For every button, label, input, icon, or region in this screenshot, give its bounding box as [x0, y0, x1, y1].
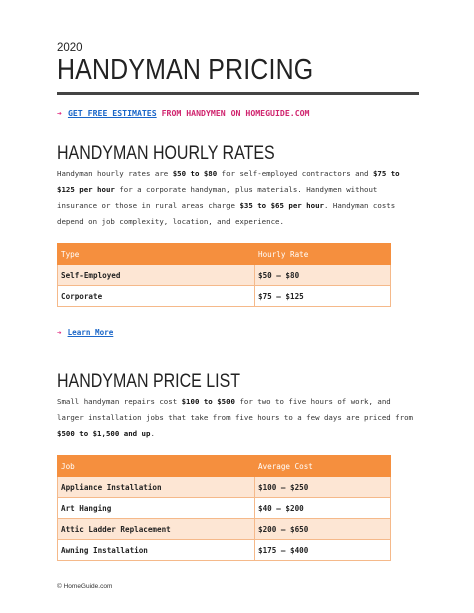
table-row	[58, 498, 391, 519]
hourly-rates-table	[57, 243, 391, 307]
get-estimates-link[interactable]: GET FREE ESTIMATES	[67, 108, 157, 118]
price-list-table	[57, 455, 391, 561]
hourly-rates-heading: HANDYMAN HOURLY RATES	[57, 142, 275, 164]
table-header-row	[58, 456, 391, 477]
column-header: Job	[58, 456, 255, 477]
table-cell: $75 – $125	[255, 286, 391, 307]
column-header: Type	[58, 244, 255, 265]
table-row	[58, 540, 391, 561]
table-cell: Art Hanging	[58, 498, 255, 519]
table-cell: Appliance Installation	[58, 477, 255, 498]
table-header-row	[58, 244, 391, 265]
table-row	[58, 477, 391, 498]
table-cell: Corporate	[58, 286, 255, 307]
table-row	[58, 265, 391, 286]
cta-trailing-text: FROM HANDYMEN ON HOMEGUIDE.COM	[156, 108, 310, 118]
table-cell: $100 – $250	[255, 477, 391, 498]
learn-more-link[interactable]: Learn More	[67, 328, 114, 337]
hourly-rates-paragraph: Handyman hourly rates are $50 to $80 for self-employed contractors and $75 to $125 per hour for a corporate handyman, plus materials. Handymen without insurance or those in rural areas charge $35 to $65 per hour. Handyman costs depend on job complexity, location, and experience.	[57, 169, 400, 226]
table-cell: $175 – $400	[255, 540, 391, 561]
table-cell: $50 – $80	[255, 265, 391, 286]
estimates-callout	[57, 108, 309, 118]
table-cell: $40 – $200	[255, 498, 391, 519]
table-row	[58, 519, 391, 540]
year-label: 2020	[57, 42, 83, 54]
arrow-right-icon: ➔	[57, 108, 62, 118]
page-title: HANDYMAN PRICING	[57, 54, 314, 86]
column-header: Hourly Rate	[255, 244, 391, 265]
learn-more	[57, 328, 113, 337]
table-row	[58, 286, 391, 307]
arrow-right-icon: ➔	[57, 328, 62, 337]
table-cell: $200 – $650	[255, 519, 391, 540]
table-cell: Self-Employed	[58, 265, 255, 286]
table-cell: Awning Installation	[58, 540, 255, 561]
copyright-footer: © HomeGuide.com	[57, 583, 113, 590]
column-header: Average Cost	[255, 456, 391, 477]
price-list-paragraph: Small handyman repairs cost $100 to $500 for two to five hours of work, and larger installation jobs that take from five hours to a few days are priced from $500 to $1,500 and up.	[57, 397, 413, 438]
price-list-heading: HANDYMAN PRICE LIST	[57, 370, 241, 392]
title-divider	[57, 92, 419, 95]
table-cell: Attic Ladder Replacement	[58, 519, 255, 540]
